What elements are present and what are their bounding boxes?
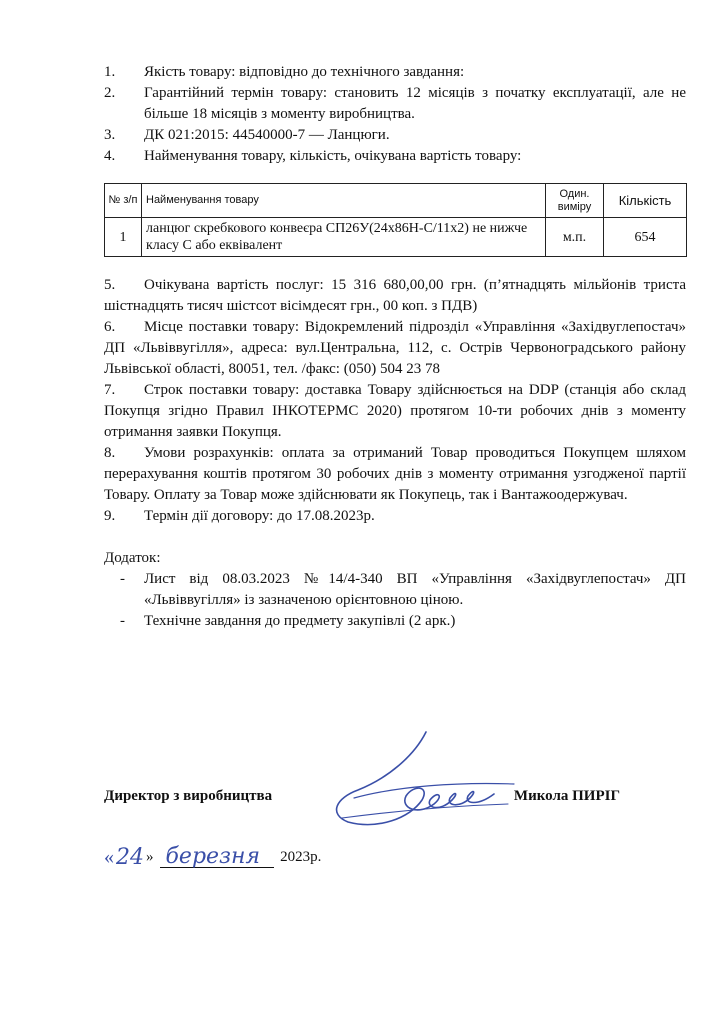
item-text: Найменування товару, кількість, очікувана вартість товару: (144, 148, 522, 164)
dash-marker: - (120, 613, 125, 629)
item-number: 5. (104, 277, 116, 293)
item-text: Гарантійний термін товару: становить 12 місяців з початку експлуатації, але не більше 18 місяців з моменту виробництва. (144, 85, 686, 122)
item-number: 8. (104, 445, 116, 461)
header-unit: Один. виміру (546, 184, 604, 218)
header-qty: Кількість (604, 184, 687, 218)
item-number: 1. (104, 64, 116, 80)
item-text: Місце поставки товару: Відокремлений підрозділ «Управління «Західвуглепостач» ДП «Львіввугілля», адреса: вул.Центральна, 112, с. Острів Червоноградського району Львівської області, 80051, тел. /факс: (050) 504 23 78 (104, 319, 686, 377)
item-text: ДК 021:2015: 44540000-7 — Ланцюги. (144, 127, 390, 143)
attachment-section (104, 548, 686, 632)
header-num: № з/п (105, 184, 142, 218)
cell-unit: м.п. (546, 218, 604, 257)
date-line (104, 846, 321, 868)
list-item (104, 317, 686, 380)
item-number: 9. (104, 508, 116, 524)
goods-table (104, 183, 687, 257)
attachment-title: Додаток: (104, 550, 161, 566)
cell-name: ланцюг скребкового конвеєра СП26У(24х86Н-С/11х2) не нижче класу С або еквівалент (142, 218, 546, 257)
table-header-row (105, 184, 687, 218)
date-close-quote: » (146, 849, 154, 865)
signatory-name: Микола ПИРІГ (513, 788, 620, 804)
item-number: 4. (104, 148, 116, 164)
list-item (104, 146, 686, 167)
item-text: Очікувана вартість послуг: 15 316 680,00,00 грн. (п’ятнадцять мільйонів триста шістнадцять тисяч шістсот вісімдесят грн., 00 коп. з ПДВ) (104, 277, 686, 314)
list-item (104, 62, 686, 83)
item-number: 3. (104, 127, 116, 143)
list-item (104, 506, 686, 527)
list-item (104, 380, 686, 443)
list-item (104, 125, 686, 146)
item-number: 6. (104, 319, 116, 335)
cell-qty: 654 (604, 218, 687, 257)
signatory-position: Директор з виробництва (104, 788, 273, 804)
item-text: Умови розрахунків: оплата за отриманий Товар проводиться Покупцем шляхом перерахування коштів протягом 30 робочих днів з моменту отримання узгодженої партії Товару. Оплату за Товар може здійснювати як Покупець, так і Вантажоодержувач. (104, 445, 686, 503)
date-year: 2023р. (280, 849, 322, 865)
signature-row (104, 786, 620, 807)
list-item (104, 83, 686, 125)
bottom-items (104, 275, 686, 527)
dash-marker: - (120, 571, 125, 587)
attachment-item (120, 611, 686, 632)
date-month: березня (160, 846, 275, 868)
item-text: Якість товару: відповідно до технічного завдання: (144, 64, 465, 80)
item-number: 7. (104, 382, 116, 398)
cell-num: 1 (105, 218, 142, 257)
attachment-item (120, 569, 686, 611)
handwritten-signature-icon (318, 726, 518, 836)
item-text: Строк поставки товару: доставка Товару здійснюється на DDP (станція або склад Покупця згідно Правил ІНКОТЕРМС 2020) протягом 10-ти робочих днів з моменту отримання заявки Покупця. (104, 382, 686, 440)
attachment-text: Лист від 08.03.2023 №14/4-340 ВП «Управління «Західвуглепостач» ДП «Львіввугілля» із зазначеною орієнтовною ціною. (144, 571, 686, 608)
header-name: Найменування товару (142, 184, 546, 218)
document-body (104, 62, 686, 632)
attachment-text: Технічне завдання до предмету закупівлі (2 арк.) (144, 613, 456, 629)
table-row (105, 218, 687, 257)
date-open-quote: « (104, 846, 114, 868)
list-item (104, 443, 686, 506)
date-day: 24 (116, 845, 144, 870)
list-item (104, 275, 686, 317)
item-text: Термін дії договору: до 17.08.2023р. (144, 508, 375, 524)
top-items (104, 62, 686, 167)
item-number: 2. (104, 85, 116, 101)
